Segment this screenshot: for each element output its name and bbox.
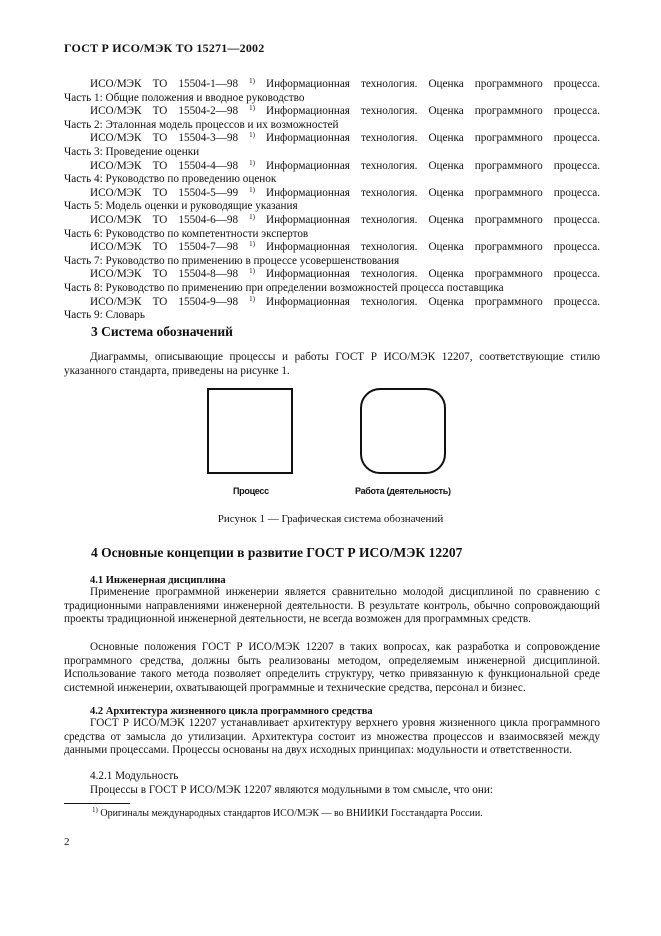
reference-part: Часть 9: Словарь: [64, 309, 145, 322]
section-4-1-heading: 4.1 Инженерная дисциплина: [90, 575, 226, 586]
activity-label: Работа (деятельность): [355, 486, 451, 496]
reference-part: Часть 6: Руководство по компетентности экспертов: [64, 227, 309, 240]
reference-code: ИСО/МЭК ТО 15504-3—98: [90, 132, 239, 145]
footnote-mark: 1): [249, 186, 255, 194]
reference-title: Информационная технология. Оценка программного процесса.: [265, 268, 600, 281]
footnote: [92, 808, 483, 819]
reference-title: Информационная технология. Оценка программного процесса.: [265, 241, 600, 254]
section-4-2-paragraph: ГОСТ Р ИСО/МЭК 12207 устанавливает архитектуру верхнего уровня жизненного цикла программного средства от замысла до утилизации. Архитектура состоит из множества процессов и взаимосвязей между данными процессами. Процессы основаны на двух исходных принципах: модульности и ответственности.: [64, 717, 600, 757]
section-3-paragraph: Диаграммы, описывающие процессы и работы ГОСТ Р ИСО/МЭК 12207, соответствующие стилю указанного стандарта, приведены на рисунке 1.: [64, 351, 600, 377]
section-4-2-1-heading: 4.2.1 Модульность: [90, 770, 179, 782]
reference-code: ИСО/МЭК ТО 15504-6—98: [90, 213, 239, 226]
section-4-1-paragraph-2: Основные положения ГОСТ Р ИСО/МЭК 12207 в таких вопросах, как разработка и сопровождение программного средства, должны быть реализованы методом, определяемым инженерной дисциплиной. Использование такого метода позволяет определить структуру, четко привязанную к функциональной среде системной инженерии, охватывающей программные и технические средства, персонал и бизнес.: [64, 641, 600, 694]
reference-part: Часть 5: Модель оценки и руководящие указания: [64, 200, 298, 213]
section-3-heading: 3 Система обозначений: [91, 324, 233, 339]
footnote-text: Оригиналы международных стандартов ИСО/МЭК — во ВНИИКИ Госстандарта России.: [100, 808, 483, 819]
reference-title: Информационная технология. Оценка программного процесса.: [265, 213, 600, 226]
reference-part: Часть 3: Проведение оценки: [64, 145, 200, 158]
footnote-rule: [64, 803, 130, 804]
footnote-mark: 1): [249, 105, 255, 113]
reference-title: Информационная технология. Оценка программного процесса.: [265, 186, 600, 199]
reference-part: Часть 2: Эталонная модель процессов и их возможностей: [64, 118, 339, 131]
figure-caption: Рисунок 1 — Графическая система обозначений: [217, 513, 444, 525]
footnote-mark: 1): [249, 132, 255, 140]
section-4-2-1-paragraph: Процессы в ГОСТ Р ИСО/МЭК 12207 являются модульными в том смысле, что они:: [90, 784, 493, 796]
reference-title: Информационная технология. Оценка программного процесса.: [265, 78, 600, 90]
reference-part: Часть 4: Руководство по проведению оценок: [64, 173, 277, 186]
reference-item: [64, 241, 600, 268]
reference-item: [64, 78, 600, 105]
reference-item: [64, 187, 600, 214]
reference-item: [64, 105, 600, 132]
reference-code: ИСО/МЭК ТО 15504-7—98: [90, 241, 239, 254]
reference-list: [64, 78, 600, 323]
reference-part: Часть 7: Руководство по применению в процессе усовершенствования: [64, 254, 400, 267]
process-symbol: [207, 388, 293, 474]
activity-symbol: [360, 388, 446, 474]
running-title: ГОСТ Р ИСО/МЭК ТО 15271—2002: [64, 41, 265, 55]
reference-item: [64, 268, 600, 295]
footnote-mark: 1): [249, 213, 255, 221]
section-4-2-heading: 4.2 Архитектура жизненного цикла программного средства: [90, 706, 373, 717]
footnote-mark: 1): [249, 241, 255, 249]
reference-code: ИСО/МЭК ТО 15504-9—98: [90, 295, 239, 308]
footnote-mark: 1): [249, 78, 255, 85]
process-label: Процесс: [233, 486, 269, 496]
reference-title: Информационная технология. Оценка программного процесса.: [265, 105, 600, 118]
section-4-heading: 4 Основные концепции в развитие ГОСТ Р ИСО/МЭК 12207: [91, 545, 463, 560]
footnote-mark: 1): [249, 295, 255, 303]
footnote-mark: 1): [249, 159, 255, 167]
reference-code: ИСО/МЭК ТО 15504-4—98: [90, 159, 239, 172]
reference-part: Часть 1: Общие положения и вводное руководство: [64, 91, 305, 104]
reference-part: Часть 8: Руководство по применению при определении возможностей процесса поставщика: [64, 281, 504, 294]
reference-item: [64, 214, 600, 241]
reference-code: ИСО/МЭК ТО 15504-1—98: [90, 78, 239, 90]
footnote-mark: 1): [92, 806, 98, 814]
reference-code: ИСО/МЭК ТО 15504-8—98: [90, 268, 239, 281]
reference-title: Информационная технология. Оценка программного процесса.: [265, 159, 600, 172]
reference-item: [64, 296, 600, 323]
reference-code: ИСО/МЭК ТО 15504-5—99: [90, 186, 239, 199]
reference-title: Информационная технология. Оценка программного процесса.: [265, 295, 600, 308]
footnote-mark: 1): [249, 268, 255, 276]
reference-code: ИСО/МЭК ТО 15504-2—98: [90, 105, 239, 118]
section-4-1-paragraph-1: Применение программной инженерии является сравнительно молодой дисциплиной по сравнению с традиционными направлениями инженерной деятельности. В результате контроль, обычно сопровождающий проекты традиционной инженерной деятельности, не всегда возможен для программных средств.: [64, 586, 600, 626]
page-number: 2: [64, 836, 70, 848]
reference-item: [64, 132, 600, 159]
reference-title: Информационная технология. Оценка программного процесса.: [265, 132, 600, 145]
reference-item: [64, 160, 600, 187]
